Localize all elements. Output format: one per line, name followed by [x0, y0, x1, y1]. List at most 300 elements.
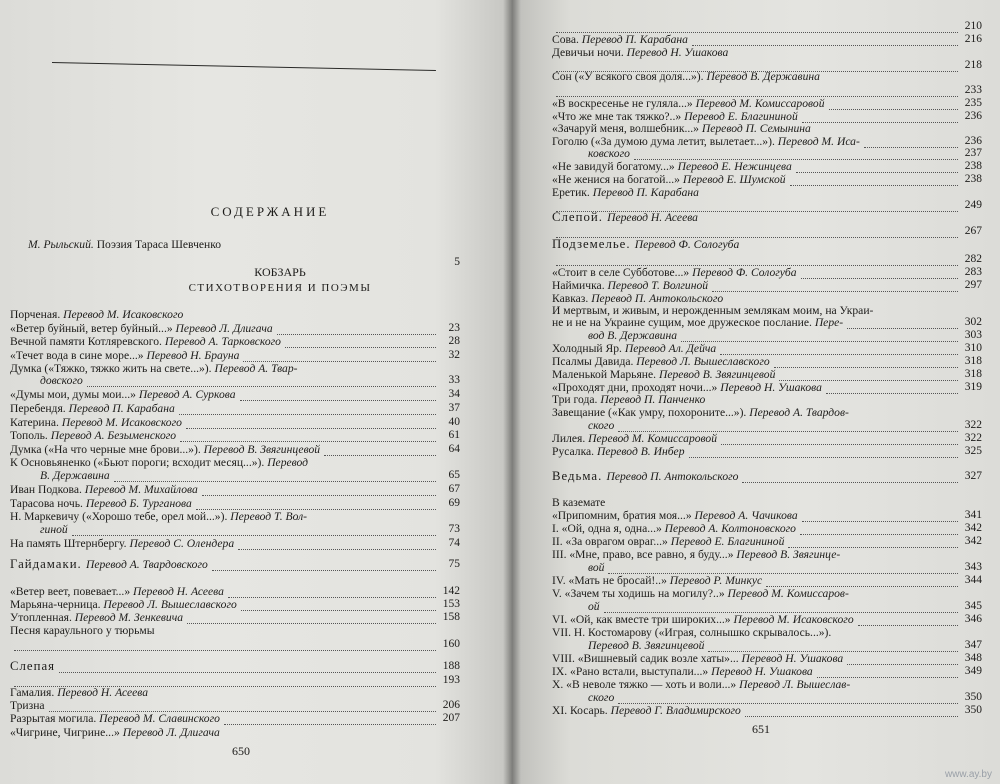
toc-entry [552, 266, 797, 279]
toc-entry-translator: ского [588, 419, 615, 432]
toc-entry-page: 350 [964, 691, 982, 703]
toc-entry-page: 207 [442, 712, 460, 724]
toc-entry-translator: Перевод Е. Нежинцева [677, 160, 792, 173]
toc-entry-translator: Перевод Н. Брауна [146, 349, 240, 362]
toc-entry-title: «Зачаруй меня, волшебник...» [552, 122, 702, 135]
contents-heading: СОДЕРЖАНИЕ [210, 204, 330, 219]
toc-entry-translator: Перевод М. Комиссаровой [695, 97, 825, 110]
toc-entry-title: I. «Ой, одна я, одна...» [552, 522, 665, 535]
toc-entry [10, 443, 320, 456]
toc-entry-translator: ского [588, 691, 615, 704]
toc-entry-translator: Перевод А. Колтоновского [664, 522, 796, 535]
toc-entry-page: 327 [964, 470, 982, 482]
right-page-number: 651 [752, 722, 770, 736]
toc-entry-page: 345 [964, 600, 982, 612]
dot-leader [788, 538, 958, 548]
dot-leader [692, 36, 958, 46]
toc-entry [552, 509, 798, 522]
toc-entry [588, 329, 677, 342]
toc-entry [10, 558, 208, 571]
dot-leader [826, 384, 958, 394]
toc-entry [10, 308, 183, 321]
dot-leader [634, 150, 958, 160]
toc-entry [10, 726, 220, 739]
toc-entry-page: 142 [442, 585, 460, 597]
dot-leader [212, 561, 436, 571]
preface-page: 5 [454, 256, 460, 268]
toc-entry-page: 32 [448, 349, 460, 361]
toc-entry-translator: Перевод П. Карабана [581, 33, 688, 46]
toc-entry [588, 600, 600, 613]
toc-entry-page: 206 [442, 699, 460, 711]
toc-entry [40, 374, 83, 387]
toc-entry-translator: Перевод М. Исаковского [733, 613, 854, 626]
toc-entry-title: Гоголю («За думою дума летит, вылетает...»). [552, 135, 778, 148]
dot-leader [87, 377, 436, 387]
toc-entry-title: III. «Мне, право, все равно, я буду...» [552, 548, 737, 561]
toc-entry-title: «В воскресенье не гуляла...» [552, 97, 696, 110]
toc-entry-translator: Перевод М. Исаковского [61, 416, 182, 429]
toc-entry [588, 691, 614, 704]
toc-entry-title: Девичьи ночи. [552, 46, 627, 59]
header-rule [52, 62, 436, 71]
toc-entry-title: Перебендя. [10, 402, 69, 415]
toc-entry [40, 469, 110, 482]
toc-entry-page: 34 [448, 388, 460, 400]
dot-leader [556, 87, 958, 97]
toc-entry [10, 402, 175, 415]
toc-entry-page: 75 [448, 558, 460, 570]
toc-entry-translator: Перевод Т. Вол- [230, 510, 308, 523]
toc-entry-page: 73 [448, 523, 460, 535]
toc-entry-page: 216 [964, 33, 982, 45]
toc-entry [552, 211, 698, 224]
toc-entry [552, 522, 796, 535]
toc-entry-translator: Перевод М. Комиссаровой [588, 432, 718, 445]
toc-entry-translator: Перевод Н. Ушакова [626, 46, 729, 59]
toc-entry-title: Утопленная. [10, 611, 75, 624]
dot-leader [618, 694, 958, 704]
toc-entry-translator: Перевод Р. Минкус [669, 574, 763, 587]
toc-entry [40, 523, 68, 536]
dot-leader [689, 448, 959, 458]
toc-entry-translator: Перевод Е. Шумской [682, 173, 786, 186]
toc-entry-translator: Перевод В. Инбер [596, 445, 685, 458]
section-subtitle: СТИХОТВОРЕНИЯ И ПОЭМЫ [188, 282, 372, 294]
toc-entry [552, 186, 699, 199]
toc-entry-translator: ковского [588, 147, 630, 160]
dot-leader [186, 419, 436, 429]
toc-entry-title: Тарасова ночь. [10, 497, 86, 510]
toc-entry-title: «Припомним, братия моя...» [552, 509, 695, 522]
toc-entry-title: Н. Маркевичу («Хорошо тебе, орел мой...»). [10, 510, 231, 523]
toc-entry-page: 236 [964, 135, 982, 147]
dot-leader [800, 525, 958, 535]
toc-entry-page: 67 [448, 483, 460, 495]
toc-entry-translator: Перевод Н. Асеева [57, 686, 149, 699]
toc-entry-translator: гиной [40, 523, 68, 536]
toc-entry [552, 678, 850, 691]
dot-leader [187, 614, 436, 624]
toc-entry-page: 283 [964, 266, 982, 278]
toc-entry-title: Тополь. [10, 429, 51, 442]
dot-leader [604, 603, 958, 613]
toc-entry-translator: Перевод Н. Ушакова [741, 652, 844, 665]
toc-entry [552, 470, 738, 483]
toc-entry-title: Слепой. [552, 210, 608, 224]
preface-entry [28, 238, 221, 251]
toc-entry-page: 158 [442, 611, 460, 623]
toc-entry-page: 282 [964, 253, 982, 265]
toc-entry-translator: Перевод В. Звягинцевой [203, 443, 321, 456]
dot-leader [49, 702, 436, 712]
toc-entry [552, 173, 786, 186]
toc-entry-page: 40 [448, 416, 460, 428]
toc-entry-title: Гайдамаки. [10, 557, 86, 571]
toc-entry-translator: Перевод Е. Благининой [684, 110, 798, 123]
toc-entry-title: IV. «Мать не бросай!..» [552, 574, 670, 587]
toc-entry-page: 160 [442, 638, 460, 650]
dot-leader [114, 472, 436, 482]
toc-entry-title: Порченая. [10, 308, 64, 321]
dot-leader [243, 352, 436, 362]
dot-leader [228, 588, 436, 598]
toc-entry [588, 147, 630, 160]
toc-entry [10, 598, 237, 611]
toc-entry-page: 341 [964, 509, 982, 521]
toc-entry [588, 639, 704, 652]
toc-entry-page: 233 [964, 84, 982, 96]
toc-entry-translator: Перевод П. Панченко [600, 393, 706, 406]
dot-leader [708, 642, 958, 652]
toc-entry-title: Иван Подкова. [10, 483, 85, 496]
toc-entry-page: 348 [964, 652, 982, 664]
toc-entry [552, 122, 811, 135]
dot-leader [681, 332, 958, 342]
toc-entry-page: 350 [964, 704, 982, 716]
toc-entry-translator: Перевод Т. Волгиной [607, 279, 709, 292]
toc-entry [10, 335, 281, 348]
toc-entry [10, 429, 176, 442]
dot-leader [721, 435, 958, 445]
dot-leader [608, 564, 958, 574]
toc-entry [10, 510, 307, 523]
toc-entry [552, 368, 775, 381]
toc-entry-page: 69 [448, 497, 460, 509]
toc-entry-translator: Перевод Н. Асеева [133, 585, 224, 598]
dot-leader [277, 325, 436, 335]
toc-entry-page: 237 [964, 147, 982, 159]
toc-entry [552, 626, 831, 639]
toc-entry-title: Холодный Яр. [552, 342, 625, 355]
toc-entry [552, 432, 717, 445]
preface-author: М. Рыльский. [28, 238, 94, 251]
dot-leader [59, 663, 436, 673]
toc-entry-translator: Перевод М. Исаковского [63, 308, 184, 321]
right-page [512, 0, 1000, 784]
toc-entry [588, 419, 614, 432]
toc-entry-page: 322 [964, 432, 982, 444]
book-gutter [503, 0, 521, 784]
toc-entry-translator: Перевод А. Твардов- [749, 406, 849, 419]
toc-entry [552, 652, 843, 665]
toc-entry-title: «Ветер буйный, ветер буйный...» [10, 322, 176, 335]
toc-entry-title: Сова. [552, 33, 582, 46]
toc-entry-translator: Перевод А. Твардовского [85, 558, 208, 571]
toc-entry-page: 303 [964, 329, 982, 341]
dot-leader [712, 282, 958, 292]
toc-entry [10, 497, 192, 510]
toc-entry [588, 561, 604, 574]
toc-entry-page: 310 [964, 342, 982, 354]
toc-entry-page: 319 [964, 381, 982, 393]
toc-entry-title: Разрытая могила. [10, 712, 100, 725]
toc-entry [10, 660, 55, 673]
dot-leader [238, 540, 436, 550]
dot-leader [817, 668, 958, 678]
toc-entry-title: Маленькой Марьяне. [552, 368, 659, 381]
toc-entry-page: 342 [964, 522, 982, 534]
toc-entry-title: Песня караульного у тюрьмы [10, 624, 155, 637]
dot-leader [720, 345, 958, 355]
toc-entry-translator: Перевод Ал. Дейча [624, 342, 717, 355]
toc-entry-translator: Перевод Н. Асеева [607, 211, 698, 224]
toc-entry-page: 210 [964, 20, 982, 32]
dot-leader [766, 577, 958, 587]
toc-entry-title: Наймичка. [552, 279, 608, 292]
toc-entry-title: Сон («У всякого своя доля...»). [552, 70, 707, 83]
toc-entry-title: Кавказ. [552, 292, 592, 305]
toc-entry [552, 97, 825, 110]
toc-entry-title: Ведьма. [552, 469, 607, 483]
toc-entry-translator: Перевод Н. Ушакова [720, 381, 822, 394]
toc-entry-translator: Перевод В. Державина [706, 70, 820, 83]
toc-entry-translator: Перевод Е. Благининой [670, 535, 785, 548]
toc-entry-translator: Перевод Л. Длигача [122, 726, 220, 739]
toc-entry-title: Думка («Тяжко, тяжко жить на свете...»). [10, 362, 215, 375]
toc-entry-translator: Перевод П. Карабана [68, 402, 175, 415]
toc-entry [552, 496, 605, 509]
toc-entry-translator: Перевод Г. Владимирского [610, 704, 741, 717]
dot-leader [858, 616, 958, 626]
toc-entry [552, 704, 741, 717]
toc-entry-translator: Перевод А. Безыменского [50, 429, 177, 442]
preface-title: Поэзия Тараса Шевченко [96, 238, 222, 251]
toc-entry-title: Завещание («Как умру, похороните...»). [552, 406, 750, 419]
dot-leader [790, 176, 958, 186]
toc-entry-page: 238 [964, 160, 982, 172]
toc-entry-translator: Перевод Ф. Сологуба [692, 266, 797, 279]
toc-entry-title: В каземате [552, 496, 606, 509]
dot-leader [801, 269, 958, 279]
toc-entry-page: 218 [964, 59, 982, 71]
dot-leader [742, 473, 958, 483]
toc-entry-page: 33 [448, 374, 460, 386]
toc-entry [552, 548, 840, 561]
toc-entry-title: Подземелье. [552, 237, 635, 251]
toc-entry-title: На память Штернбергу. [10, 537, 130, 550]
toc-entry-title: Вечной памяти Котляревского. [10, 335, 165, 348]
dot-leader [774, 358, 958, 368]
toc-entry-page: 318 [964, 368, 982, 380]
toc-entry-title: «Стоит в селе Субботове...» [552, 266, 693, 279]
toc-entry-page: 325 [964, 445, 982, 457]
toc-entry-translator: В. Державина [40, 469, 110, 482]
toc-entry-translator: Перевод Б. Турганова [85, 497, 192, 510]
toc-entry-title: «Ветер веет, повевает...» [10, 585, 134, 598]
toc-entry-title: X. «В неволе тяжко — хоть и воли...» [552, 678, 740, 691]
toc-entry [10, 585, 224, 598]
toc-entry-page: 267 [964, 225, 982, 237]
toc-entry-title: «Не завидуй богатому...» [552, 160, 678, 173]
toc-entry-title: Русалка. [552, 445, 597, 458]
toc-entry [10, 686, 148, 699]
toc-entry-title: Катерина. [10, 416, 62, 429]
toc-entry-translator: Перевод П. Семынина [701, 122, 811, 135]
toc-entry [10, 416, 182, 429]
toc-entry [10, 388, 236, 401]
dot-leader [847, 319, 958, 329]
dot-leader [802, 512, 958, 522]
toc-entry [552, 535, 784, 548]
toc-entry-title: «Проходят дни, проходят ночи...» [552, 381, 721, 394]
toc-entry-title: II. «За оврагом овраг...» [552, 535, 671, 548]
toc-entry-translator: Перевод В. Звягинцевой [658, 368, 776, 381]
toc-entry-page: 65 [448, 469, 460, 481]
toc-entry-translator: Перевод С. Олендера [129, 537, 235, 550]
dot-leader [829, 100, 959, 110]
toc-entry-page: 318 [964, 355, 982, 367]
toc-entry [552, 406, 849, 419]
dot-leader [202, 486, 436, 496]
toc-entry [552, 393, 705, 406]
toc-entry [10, 322, 273, 335]
toc-entry-title: «Не женися на богатой...» [552, 173, 683, 186]
dot-leader [802, 113, 958, 123]
toc-entry-title: VII. Н. Костомарову («Играя, солнышко скрывалось...»). [552, 626, 832, 639]
toc-entry [552, 238, 739, 251]
toc-entry-translator: Перевод Л. Вышеслав- [739, 678, 851, 691]
toc-entry-title: не и не на Украине сущим, мое дружеское послание. [552, 316, 815, 329]
dot-leader [556, 256, 958, 266]
toc-entry [10, 699, 45, 712]
toc-entry-page: 64 [448, 443, 460, 455]
dot-leader [745, 707, 958, 717]
toc-entry-translator: Пере- [814, 316, 844, 329]
toc-entry [10, 483, 198, 496]
toc-entry [552, 355, 770, 368]
toc-entry-title: Еретик. [552, 186, 593, 199]
toc-entry-title: «Думы мои, думы мои...» [10, 388, 139, 401]
toc-entry-page: 346 [964, 613, 982, 625]
toc-entry-title: «Чигрине, Чигрине...» [10, 726, 123, 739]
toc-entry-translator: Перевод Л. Вышеславского [636, 355, 770, 368]
toc-entry [10, 349, 239, 362]
toc-entry-translator: Перевод М. Комиссаров- [727, 587, 849, 600]
toc-entry-translator: Перевод А. Чачикова [694, 509, 798, 522]
toc-entry-translator: Перевод П. Антокольского [606, 470, 739, 483]
dot-leader [847, 655, 958, 665]
toc-entry-title: Три года. [552, 393, 601, 406]
toc-entry [552, 613, 854, 626]
toc-entry-page: 61 [448, 429, 460, 441]
dot-leader [618, 422, 958, 432]
toc-entry-title: VI. «Ой, как вместе три широких...» [552, 613, 734, 626]
dot-leader [224, 715, 436, 725]
toc-entry [552, 445, 685, 458]
toc-entry-title: И мертвым, и живым, и нерожденным землякам моим, на Украи- [552, 304, 874, 317]
toc-entry [552, 574, 762, 587]
toc-entry-translator: Перевод Ф. Сологуба [634, 238, 740, 251]
toc-entry-page: 23 [448, 322, 460, 334]
toc-entry-translator: Перевод Л. Вышеславского [103, 598, 237, 611]
toc-entry-page: 297 [964, 279, 982, 291]
toc-entry-title: VIII. «Вишневый садик возле хаты»... [552, 652, 742, 665]
toc-entry [552, 665, 813, 678]
dot-leader [240, 391, 437, 401]
toc-entry-title: Гамалия. [10, 686, 58, 699]
toc-entry-translator: Перевод М. Михайлова [84, 483, 198, 496]
toc-entry-translator: вой [588, 561, 605, 574]
toc-entry-translator: Перевод [267, 456, 309, 469]
toc-entry-translator: ой [588, 600, 600, 613]
toc-entry-title: «Течет вода в сине море...» [10, 349, 147, 362]
dot-leader [796, 163, 958, 173]
toc-entry-translator: Перевод А. Суркова [138, 388, 236, 401]
toc-entry-page: 235 [964, 97, 982, 109]
toc-entry [552, 279, 708, 292]
toc-entry [10, 624, 155, 637]
toc-entry-title: Думка («На что черные мне брови...»). [10, 443, 204, 456]
toc-entry-page: 74 [448, 537, 460, 549]
toc-entry-page: 322 [964, 419, 982, 431]
toc-entry-translator: Перевод М. Иса- [777, 135, 860, 148]
toc-entry-translator: довского [40, 374, 83, 387]
toc-entry-translator: Перевод А. Твар- [214, 362, 298, 375]
toc-entry-page: 236 [964, 110, 982, 122]
toc-entry-page: 349 [964, 665, 982, 677]
toc-entry-title: Слепая [10, 659, 56, 673]
toc-entry-title: Тризна [10, 699, 45, 712]
toc-entry-page: 342 [964, 535, 982, 547]
toc-entry-page: 343 [964, 561, 982, 573]
dot-leader [864, 138, 958, 148]
toc-entry-title: Марьяна-черница. [10, 598, 104, 611]
toc-entry-page: 28 [448, 335, 460, 347]
toc-entry [552, 342, 716, 355]
toc-entry-page: 193 [442, 674, 460, 686]
toc-entry-translator: Перевод Н. Ушакова [711, 665, 813, 678]
toc-entry [552, 587, 849, 600]
section-title: КОБЗАРЬ [254, 265, 306, 279]
dot-leader [179, 405, 436, 415]
toc-entry-translator: Перевод М. Зенкевича [74, 611, 184, 624]
toc-entry-title: К Основьяненко («Бьют пороги; всходит месяц...»). [10, 456, 268, 469]
toc-entry [552, 316, 843, 329]
toc-entry-title: Лилея. [552, 432, 589, 445]
dot-leader [72, 526, 436, 536]
toc-entry-page: 153 [442, 598, 460, 610]
toc-entry [552, 33, 688, 46]
dot-leader [14, 641, 436, 651]
toc-entry-title: IX. «Рано встали, выступали...» [552, 665, 712, 678]
dot-leader [779, 371, 958, 381]
dot-leader [556, 23, 958, 33]
toc-entry-page: 249 [964, 199, 982, 211]
toc-entry-translator: Перевод В. Звягинцевой [588, 639, 705, 652]
toc-entry-page: 302 [964, 316, 982, 328]
toc-entry-translator: Перевод П. Карабана [592, 186, 699, 199]
